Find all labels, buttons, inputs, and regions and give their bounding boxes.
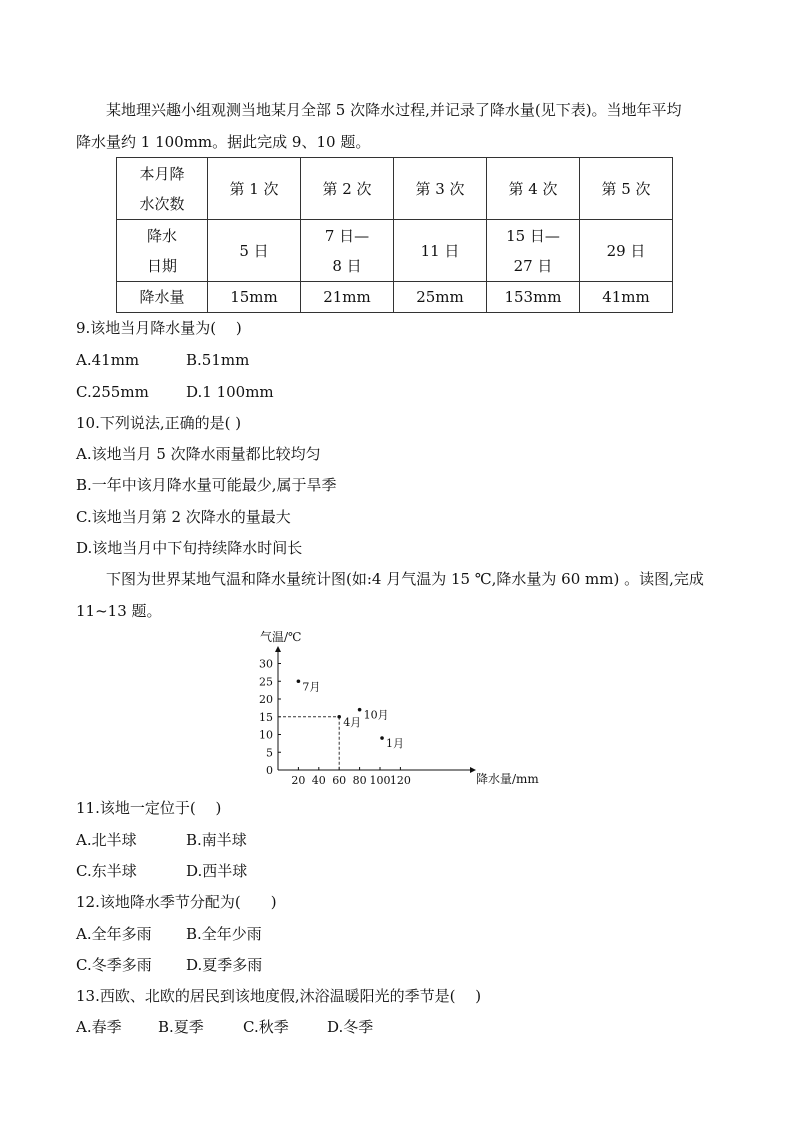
q13-option-d[interactable]: D.冬季 — [327, 1018, 374, 1036]
amount-cell-3: 25mm — [394, 282, 487, 313]
header-label-line1: 本月降 — [139, 164, 185, 183]
temperature-precipitation-chart — [240, 625, 550, 790]
x-tick-label: 20 — [291, 774, 306, 787]
y-axis-label: 气温/℃ — [260, 630, 302, 644]
data-point-label: 4月 — [343, 715, 362, 729]
intro2-line-2: 11~13 题。 — [76, 602, 162, 620]
q10-option-a[interactable]: A.该地当月 5 次降水雨量都比较均匀 — [76, 445, 321, 463]
intro2-line-1: 下图为世界某地气温和降水量统计图(如:4 月气温为 15 ℃,降水量为 60 mm) 。读图,完成 — [106, 570, 704, 588]
intro-line-1: 某地理兴趣小组观测当地某月全部 5 次降水过程,并记录了降水量(见下表)。当地年平均 — [106, 101, 682, 119]
q9-option-c[interactable]: C.255mm — [76, 383, 149, 401]
header-label-line2: 水次数 — [139, 194, 185, 213]
amount-cell-5: 41mm — [580, 282, 673, 313]
q10-option-c[interactable]: C.该地当月第 2 次降水的量最大 — [76, 508, 291, 526]
data-point — [297, 679, 301, 683]
q13-option-c[interactable]: C.秋季 — [243, 1018, 289, 1036]
q10-option-b[interactable]: B.一年中该月降水量可能最少,属于旱季 — [76, 476, 337, 494]
x-tick-label: 80 — [352, 774, 367, 787]
q13-option-b[interactable]: B.夏季 — [158, 1018, 204, 1036]
header-col-5: 第 5 次 — [580, 158, 673, 220]
header-label-cell — [117, 158, 208, 220]
date-cell-5-line1: 29 日 — [606, 241, 646, 260]
q13-option-a[interactable]: A.春季 — [76, 1018, 122, 1036]
q13-stem: 13.西欧、北欧的居民到该地度假,沐浴温暖阳光的季节是( ) — [76, 987, 482, 1005]
q9-stem: 9.该地当月降水量为( ) — [76, 319, 242, 337]
amount-cell-2: 21mm — [301, 282, 394, 313]
header-col-4: 第 4 次 — [487, 158, 580, 220]
date-cell-4-line2: 27 日 — [513, 256, 553, 275]
y-tick-label: 30 — [259, 657, 273, 671]
q11-option-a[interactable]: A.北半球 — [76, 831, 137, 849]
header-col-1: 第 1 次 — [208, 158, 301, 220]
date-cell-1 — [208, 220, 301, 282]
data-point — [337, 715, 341, 719]
intro-line-2: 降水量约 1 100mm。据此完成 9、10 题。 — [76, 133, 371, 151]
data-point — [380, 736, 384, 740]
rainfall-table — [116, 157, 673, 313]
amount-cell-4: 153mm — [487, 282, 580, 313]
data-point — [358, 708, 362, 712]
y-tick-label: 25 — [259, 675, 273, 689]
q9-option-d[interactable]: D.1 100mm — [186, 383, 274, 401]
y-tick-label: 15 — [259, 710, 273, 724]
header-col-2: 第 2 次 — [301, 158, 394, 220]
q11-option-d[interactable]: D.西半球 — [186, 862, 248, 880]
date-cell-3-line1: 11 日 — [420, 241, 460, 260]
date-cell-2 — [301, 220, 394, 282]
header-col-3: 第 3 次 — [394, 158, 487, 220]
date-cell-5 — [580, 220, 673, 282]
q11-stem: 11.该地一定位于( ) — [76, 799, 222, 817]
date-cell-2-line1: 7 日— — [324, 226, 370, 245]
dates-label-line2: 日期 — [146, 256, 177, 275]
data-point-label: 10月 — [363, 708, 389, 722]
date-cell-2-line2: 8 日 — [332, 256, 362, 275]
x-axis-label: 降水量/mm — [476, 772, 539, 786]
data-point-label: 7月 — [302, 680, 321, 694]
q9-option-b[interactable]: B.51mm — [186, 351, 250, 369]
y-tick-label: 5 — [266, 746, 273, 760]
x-tick-label: 40 — [311, 774, 326, 787]
date-cell-4 — [487, 220, 580, 282]
q12-option-b[interactable]: B.全年少雨 — [186, 925, 262, 943]
q12-option-d[interactable]: D.夏季多雨 — [186, 956, 263, 974]
y-tick-label: 20 — [259, 693, 273, 706]
amount-cell-1: 15mm — [208, 282, 301, 313]
x-tick-label: 120 — [389, 774, 411, 787]
date-cell-3 — [394, 220, 487, 282]
q9-option-a[interactable]: A.41mm — [76, 351, 140, 369]
y-tick-label: 0 — [266, 764, 273, 777]
table-row-dates — [117, 220, 673, 282]
x-tick-label: 60 — [332, 774, 347, 787]
q12-option-c[interactable]: C.冬季多雨 — [76, 956, 152, 974]
q11-option-c[interactable]: C.东半球 — [76, 862, 137, 880]
date-cell-1-line1: 5 日 — [239, 241, 269, 260]
dates-label-cell — [117, 220, 208, 282]
q12-option-a[interactable]: A.全年多雨 — [76, 925, 152, 943]
x-tick-label: 100 — [369, 774, 391, 787]
table-row-header — [117, 158, 673, 220]
q10-option-d[interactable]: D.该地当月中下旬持续降水时间长 — [76, 539, 303, 557]
y-tick-label: 10 — [259, 728, 273, 742]
dates-label-line1: 降水 — [146, 226, 177, 245]
amount-label-cell: 降水量 — [117, 282, 208, 313]
date-cell-4-line1: 15 日— — [506, 226, 560, 245]
q10-stem: 10.下列说法,正确的是( ) — [76, 414, 242, 432]
q11-option-b[interactable]: B.南半球 — [186, 831, 247, 849]
data-point-label: 1月 — [386, 737, 405, 751]
table-row-amount — [117, 282, 673, 313]
q12-stem: 12.该地降水季节分配为( ) — [76, 893, 277, 911]
